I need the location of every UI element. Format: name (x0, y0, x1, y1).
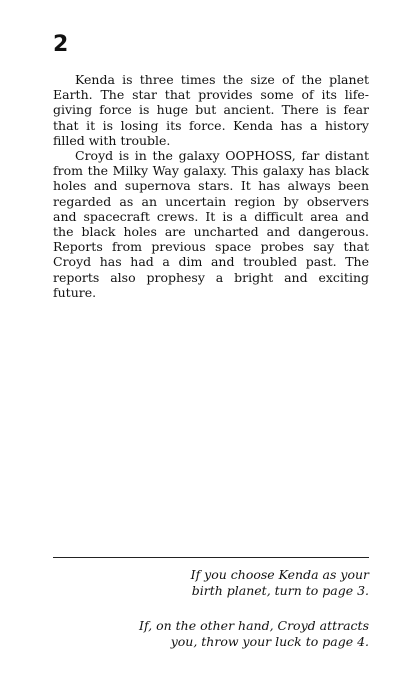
choice-kenda-line-2: birth planet, turn to page 3. (191, 582, 369, 598)
page-number: 2 (53, 32, 69, 57)
choice-kenda (53, 567, 369, 598)
choices-section (53, 567, 369, 649)
paragraph-croyd: Croyd is in the galaxy OOPHOSS, far distant from the Milky Way galaxy. This galaxy has black holes and supernova stars. It has always been regarded as an uncertain region by observers and spacecraft crews. It is a difficult area and the black holes are uncharted and dangerous. Reports from previous space probes say that Croyd has had a dim and troubled past. The reports also prophesy a bright and exciting future. (53, 148, 369, 300)
story-text (53, 72, 369, 300)
choice-kenda-line-1: If you choose Kenda as your (190, 567, 369, 582)
choice-croyd-line-2: you, throw your luck to page 4. (170, 633, 369, 649)
choice-croyd-line-1: If, on the other hand, Croyd attracts (139, 618, 369, 633)
choices-divider (53, 557, 369, 558)
choice-croyd (53, 618, 369, 649)
paragraph-kenda: Kenda is three times the size of the planet Earth. The star that provides some of its life-giving force is huge but ancient. There is fear that it is losing its force. Kenda has a history filled with trouble. (53, 72, 369, 148)
